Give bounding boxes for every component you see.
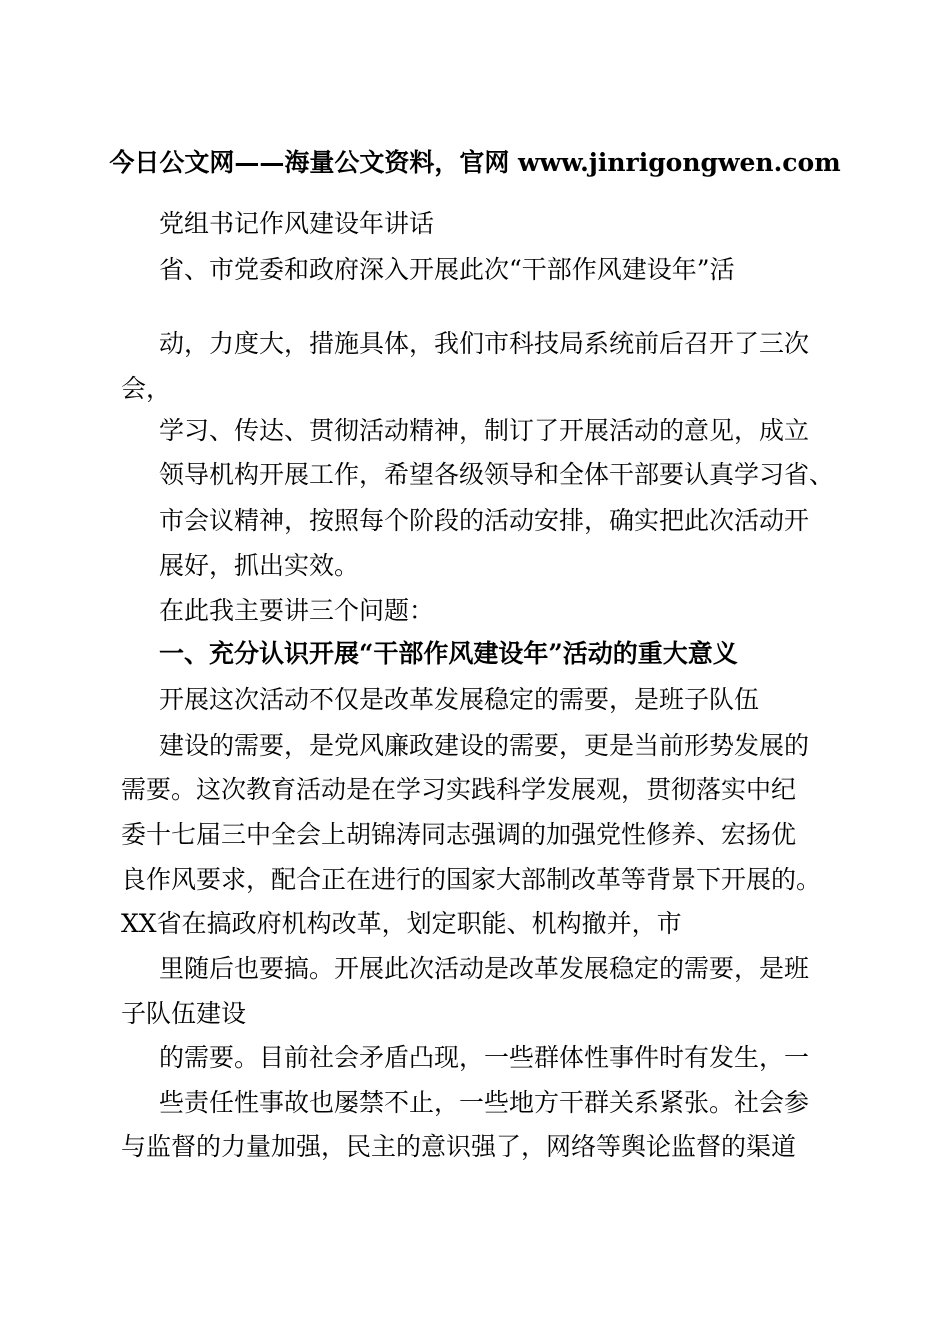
paragraph-line: 开展这次活动不仅是改革发展稳定的需要，是班子队伍 <box>159 685 760 714</box>
paragraph-line: 市会议精神，按照每个阶段的活动安排，确实把此次活动开 <box>159 506 810 535</box>
paragraph-line: 动，力度大，措施具体，我们市科技局系统前后召开了三次 <box>159 329 810 358</box>
section-heading: 一、充分认识开展“干部作风建设年”活动的重大意义 <box>159 639 738 668</box>
document-title: 党组书记作风建设年讲话 <box>159 209 435 238</box>
paragraph-line: 些责任性事故也屡禁不止，一些地方干群关系紧张。社会参 <box>159 1088 810 1117</box>
paragraph-line: 省、市党委和政府深入开展此次“干部作风建设年”活 <box>159 255 735 284</box>
paragraph-line: 领导机构开展工作，希望各级领导和全体干部要认真学习省、 <box>159 460 835 489</box>
site-header: 今日公文网——海量公文资料，官网 www.jinrigongwen.com <box>109 148 841 177</box>
paragraph-line: 在此我主要讲三个问题： <box>159 596 435 625</box>
paragraph-line: 会， <box>121 374 172 403</box>
paragraph-line: 学习、传达、贯彻活动精神，制订了开展活动的意见，成立 <box>159 416 810 445</box>
paragraph-line: 里随后也要搞。开展此次活动是改革发展稳定的需要，是班 <box>159 954 810 983</box>
paragraph-line: 建设的需要，是党风廉政建设的需要，更是当前形势发展的 <box>159 731 810 760</box>
paragraph-line: 良作风要求，配合正在进行的国家大部制改革等背景下开展的。 <box>121 865 822 894</box>
paragraph-line: 需要。这次教育活动是在学习实践科学发展观，贯彻落实中纪 <box>121 775 797 804</box>
paragraph-line: 子队伍建设 <box>121 999 247 1028</box>
paragraph-line: XX省在搞政府机构改革，划定职能、机构撤并，市 <box>121 909 682 938</box>
paragraph-line: 的需要。目前社会矛盾凸现，一些群体性事件时有发生，一 <box>159 1043 810 1072</box>
paragraph-line: 委十七届三中全会上胡锦涛同志强调的加强党性修养、宏扬优 <box>121 820 797 849</box>
paragraph-line: 展好，抓出实效。 <box>159 551 360 580</box>
paragraph-line: 与监督的力量加强，民主的意识强了，网络等舆论监督的渠道 <box>121 1132 797 1161</box>
